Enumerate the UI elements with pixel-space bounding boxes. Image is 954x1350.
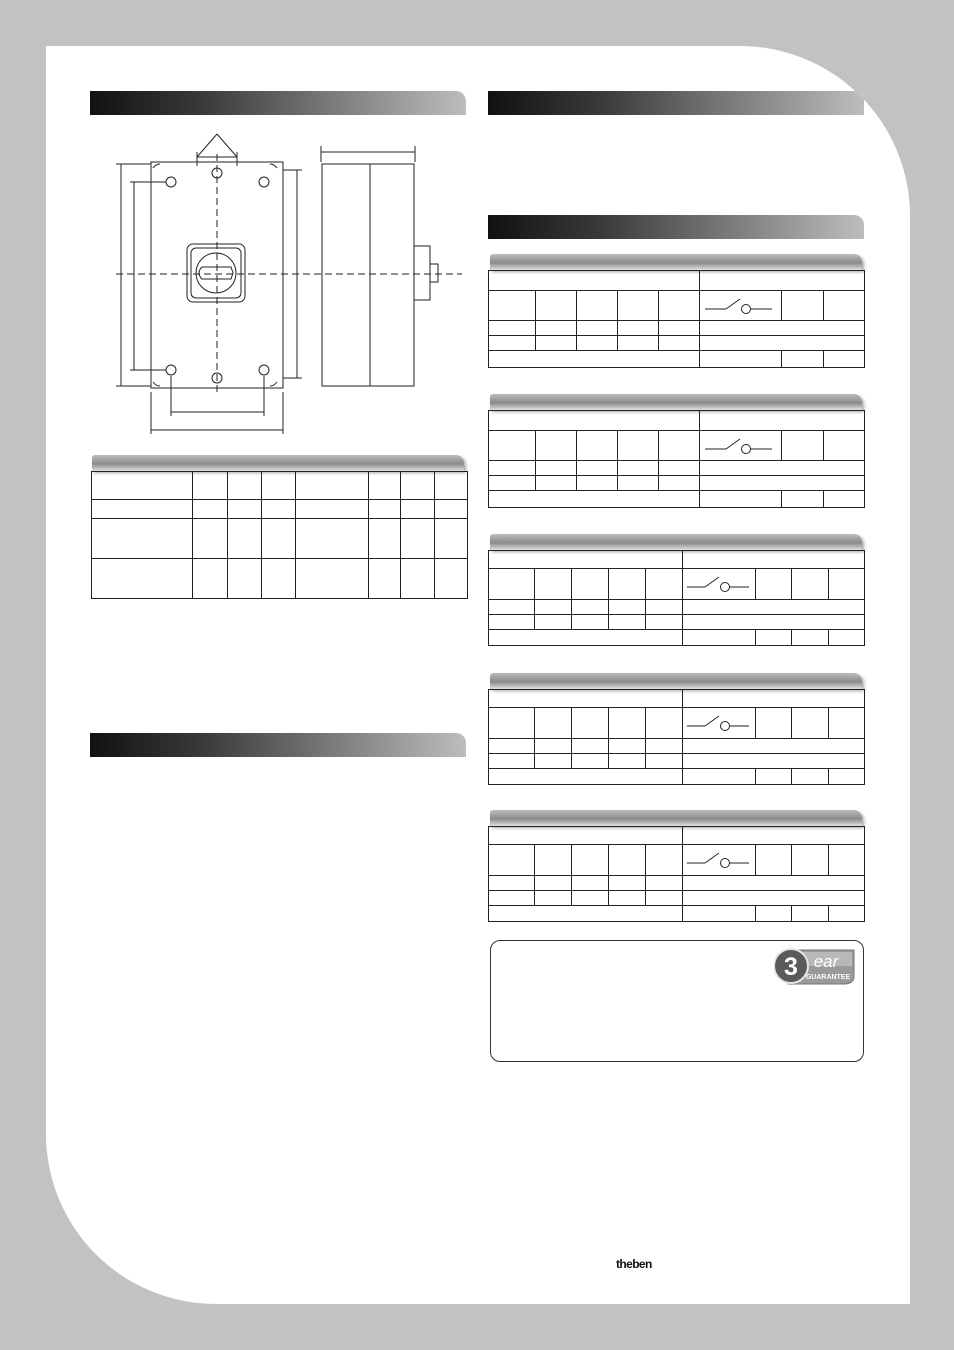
spec-table-2 [488, 410, 865, 508]
svg-text:3: 3 [784, 953, 798, 981]
svg-text:GUARANTEE: GUARANTEE [805, 974, 851, 981]
theben-logo: theben [616, 1257, 652, 1271]
datasheet-page [46, 46, 910, 1304]
section-header-ordering [90, 733, 466, 757]
contact-symbol-4 [683, 708, 756, 739]
spec-header-5 [490, 810, 862, 826]
contact-symbol-2 [700, 431, 782, 461]
section-header-technical-data [488, 215, 864, 239]
spec-table-1 [488, 270, 865, 368]
spec-table-4 [488, 689, 865, 785]
guarantee-badge-icon [774, 946, 858, 986]
spec-header-1 [490, 254, 862, 270]
spec-header-3 [490, 534, 862, 550]
contact-symbol-1 [700, 291, 782, 321]
dimension-drawing [90, 124, 480, 444]
spec-table-3 [488, 550, 865, 646]
svg-text:ear: ear [813, 952, 839, 971]
section-header-dimensions [90, 91, 466, 115]
spec-table-5 [488, 826, 865, 922]
contact-symbol-3 [683, 569, 756, 600]
section-header-description [488, 91, 864, 115]
contact-symbol-5 [683, 845, 756, 876]
spec-header-4 [490, 673, 862, 689]
spec-header-2 [490, 394, 862, 410]
table-header-dimensions [92, 455, 464, 471]
dimensions-table [91, 471, 468, 599]
